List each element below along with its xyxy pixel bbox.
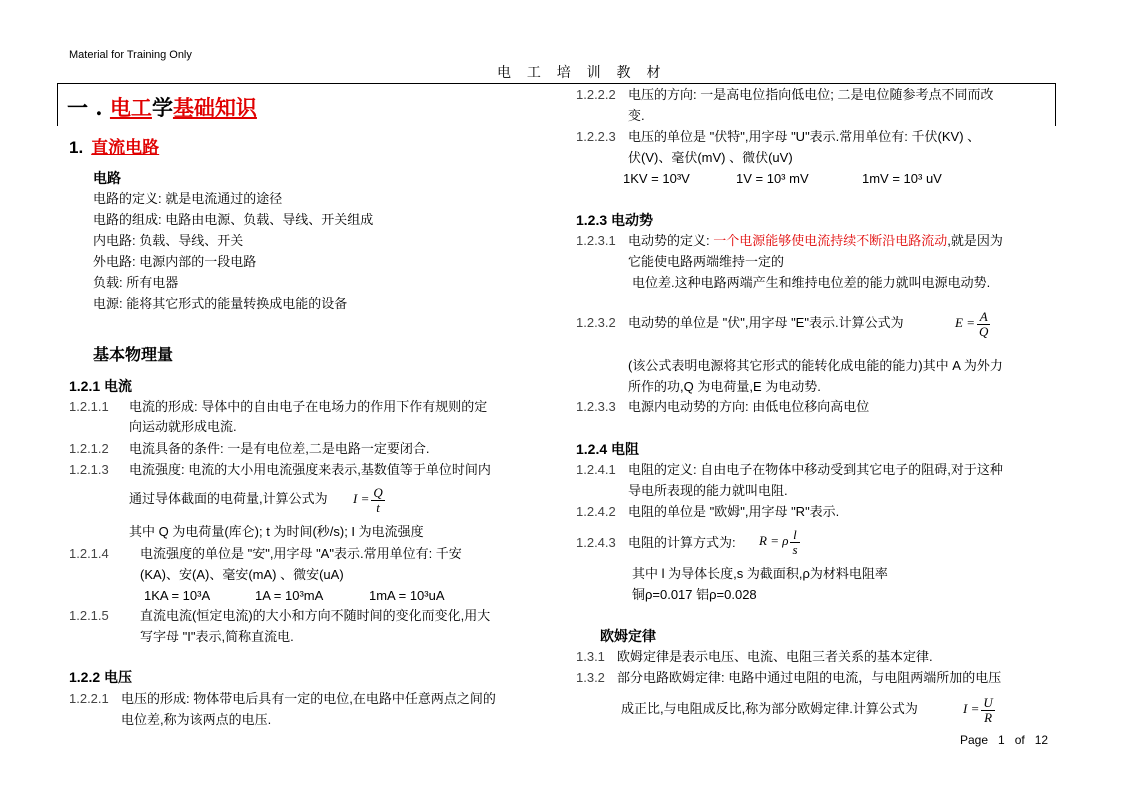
item-number: 1.2.4.3 xyxy=(576,535,616,550)
item-text: 所作的功,Q 为电荷量,E 为电动势. xyxy=(628,379,821,394)
emf-definition-label: 电动势的定义: xyxy=(628,233,714,248)
circuit-line: 内电路: 负载、导线、开关 xyxy=(93,233,244,248)
ohm-formula xyxy=(963,692,995,726)
item-text: 电压的方向: 一是高电位指向低电位; 二是电位随参考点不同而改 xyxy=(628,87,994,102)
item-text: 电阻的定义: 自由电子在物体中移动受到其它电子的阻碍,对于这种 xyxy=(628,462,1003,477)
unit-conversion: 1mV = 10³ uV xyxy=(862,171,942,186)
item-number: 1.2.4.1 xyxy=(576,462,616,477)
resistance-heading: 1.2.4 电阻 xyxy=(576,441,640,457)
item-number: 1.2.1.3 xyxy=(69,462,109,477)
basic-quantities-heading: 基本物理量 xyxy=(93,345,174,364)
item-text: 写字母 "I"表示,简称直流电. xyxy=(140,629,294,644)
item-text xyxy=(628,232,1003,250)
item-number: 1.2.1.1 xyxy=(69,399,109,414)
formula-fraction xyxy=(790,528,799,557)
item-text: 部分电路欧姆定律: 电路中通过电阻的电流，与电阻两端所加的电压 xyxy=(617,670,1002,685)
item-text: 电压的单位是 "伏特",用字母 "U"表示.常用单位有: 千伏(KV) 、 xyxy=(628,129,981,144)
section-title xyxy=(69,137,159,159)
ohm-heading: 欧姆定律 xyxy=(600,628,656,644)
item-text: 向运动就形成电流. xyxy=(129,419,237,434)
circuit-heading: 电路 xyxy=(93,170,121,186)
item-text: 电阻的单位是 "欧姆",用字母 "R"表示. xyxy=(628,504,840,519)
circuit-line: 负载: 所有电器 xyxy=(93,275,179,290)
chapter-title xyxy=(67,94,257,122)
item-text: 电压的形成: 物体带电后具有一定的电位,在电路中任意两点之间的 xyxy=(121,691,496,706)
formula-denominator: s xyxy=(792,541,798,557)
formula-denominator: Q xyxy=(978,323,989,339)
section-title-text: 直流电路 xyxy=(91,138,160,158)
current-heading: 1.2.1 电流 xyxy=(69,378,133,394)
header-rule xyxy=(57,83,1055,84)
item-text: 电动势的单位是 "伏",用字母 "E"表示.计算公式为 xyxy=(628,315,904,330)
emf-definition-rest: ,就是因为 xyxy=(947,233,1003,248)
formula-lhs: R = ρ xyxy=(759,533,789,548)
formula-numerator: Q xyxy=(373,484,383,500)
formula-fraction xyxy=(977,310,990,339)
current-formula xyxy=(353,482,385,516)
item-number: 1.2.2.1 xyxy=(69,691,109,706)
item-text: 通过导体截面的电荷量,计算公式为 xyxy=(129,491,328,506)
page-footer xyxy=(960,731,1058,749)
chapter-number: 一 . xyxy=(67,95,110,120)
item-number: 1.2.2.2 xyxy=(576,87,616,102)
item-text: 电源内电动势的方向: 由低电位移向高电位 xyxy=(628,399,870,414)
item-text: 电流强度: 电流的大小用电流强度来表示,基数值等于单位时间内 xyxy=(129,462,491,477)
item-text: 其中 Q 为电荷量(库仑); t 为时间(秒/s); I 为电流强度 xyxy=(129,524,424,539)
item-text: 电位差.这种电路两端产生和维持电位差的能力就叫电源电动势. xyxy=(632,275,991,290)
page-total: 12 xyxy=(1034,733,1049,747)
formula-numerator: l xyxy=(790,528,799,543)
circuit-line: 电路的组成: 电路由电源、负载、导线、开关组成 xyxy=(93,212,374,227)
item-text: 伏(V)、毫伏(mV) 、微伏(uV) xyxy=(628,150,793,165)
formula-numerator: U xyxy=(983,694,993,710)
item-number: 1.2.3.3 xyxy=(576,399,616,414)
page-label: Page xyxy=(960,733,989,747)
item-number: 1.2.4.2 xyxy=(576,504,616,519)
item-number: 1.2.1.5 xyxy=(69,608,109,623)
item-text: 导电所表现的能力就叫电阻. xyxy=(628,483,788,498)
emf-formula xyxy=(955,306,990,340)
circuit-line: 电源: 能将其它形式的能量转换成电能的设备 xyxy=(93,296,348,311)
formula-lhs: I = xyxy=(353,491,370,506)
item-text: 直流电流(恒定电流)的大小和方向不随时间的变化而变化,用大 xyxy=(140,608,491,623)
item-text: 欧姆定律是表示电压、电流、电阻三者关系的基本定律. xyxy=(617,649,933,664)
resistance-formula xyxy=(759,524,800,558)
unit-conversion: 1A = 10³mA xyxy=(255,588,324,603)
item-text: 成正比,与电阻成反比,称为部分欧姆定律.计算公式为 xyxy=(621,701,918,716)
circuit-line: 电路的定义: 就是电流通过的途径 xyxy=(93,191,283,206)
header-note: Material for Training Only xyxy=(69,49,192,61)
item-text: (KA)、安(A)、毫安(mA) 、微安(uA) xyxy=(140,567,344,582)
formula-fraction xyxy=(981,696,994,725)
section-number: 1. xyxy=(69,138,84,157)
page-number: 1 xyxy=(998,733,1005,747)
of-label: of xyxy=(1014,733,1025,747)
item-text: 电流强度的单位是 "安",用字母 "A"表示.常用单位有: 千安 xyxy=(140,546,462,561)
chapter-title-part3: 基础知识 xyxy=(172,95,257,120)
formula-denominator: t xyxy=(376,499,380,515)
chapter-title-part1: 电工 xyxy=(109,95,152,120)
item-text: 变. xyxy=(628,108,645,123)
emf-heading: 1.2.3 电动势 xyxy=(576,212,654,228)
item-text: 电阻的计算方式为: xyxy=(628,535,736,550)
item-text: (该公式表明电源将其它形式的能转化成电能的能力)其中 A 为外力 xyxy=(628,358,1003,373)
item-number: 1.2.1.2 xyxy=(69,441,109,456)
item-number: 1.2.3.1 xyxy=(576,233,616,248)
item-number: 1.2.1.4 xyxy=(69,546,109,561)
item-number: 1.2.2.3 xyxy=(576,129,616,144)
formula-denominator: R xyxy=(984,709,993,725)
item-text: 其中 l 为导体长度,s 为截面积,ρ为材料电阻率 xyxy=(632,566,888,581)
unit-conversion: 1V = 10³ mV xyxy=(736,171,809,186)
formula-fraction xyxy=(371,486,384,515)
document-title: 电 工 培 训 教 材 xyxy=(497,64,667,80)
item-text: 铜ρ=0.017 铝ρ=0.028 xyxy=(632,587,757,602)
formula-lhs: E = xyxy=(955,315,975,330)
chapter-title-part2: 学 xyxy=(151,95,173,120)
unit-conversion: 1KA = 10³A xyxy=(144,588,211,603)
left-margin-line xyxy=(57,83,58,126)
item-text: 电位差,称为该两点的电压. xyxy=(121,712,272,727)
item-number: 1.3.2 xyxy=(576,670,605,685)
unit-conversion: 1KV = 10³V xyxy=(623,171,690,186)
formula-numerator: A xyxy=(977,310,990,325)
unit-conversion: 1mA = 10³uA xyxy=(369,588,445,603)
emf-definition-highlight: 一个电源能够使电流持续不断沿电路流动 xyxy=(713,233,948,248)
right-margin-line xyxy=(1055,83,1056,126)
circuit-line: 外电路: 电源内部的一段电路 xyxy=(93,254,257,269)
item-number: 1.3.1 xyxy=(576,649,605,664)
item-number: 1.2.3.2 xyxy=(576,315,616,330)
voltage-heading: 1.2.2 电压 xyxy=(69,669,133,685)
item-text: 电流的形成: 导体中的自由电子在电场力的作用下作有规则的定 xyxy=(129,399,488,414)
item-text: 它能使电路两端维持一定的 xyxy=(628,254,785,269)
formula-lhs: I = xyxy=(963,701,980,716)
item-text: 电流具备的条件: 一是有电位差,二是电路一定要闭合. xyxy=(129,441,430,456)
